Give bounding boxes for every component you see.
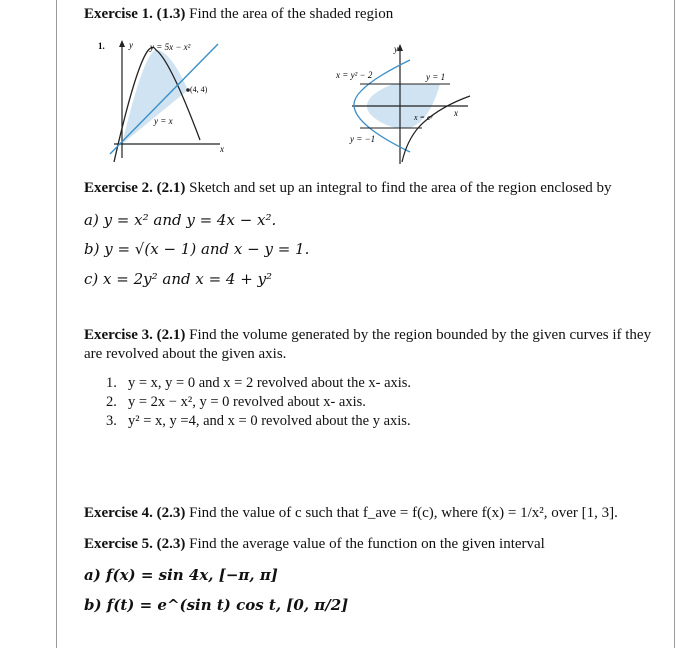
exercise-1-heading (84, 6, 393, 23)
exercise-3-item-1 (106, 375, 411, 392)
y-axis-arrow-1 (119, 40, 125, 47)
exercise-4-text: Find the value of c such that f_ave = f(c), where f(x) = 1/x², over [1, 3]. (189, 505, 618, 521)
x-axis-label-2: x (454, 108, 458, 118)
exercise-3-heading (84, 327, 651, 344)
right-border (674, 0, 675, 648)
left-border (56, 0, 57, 648)
exercise-2-label: Exercise 2. (2.1) (84, 180, 186, 196)
exercise-2-item-b: b) y = √(x − 1) and x − y = 1. (84, 240, 310, 258)
point-label: (4, 4) (190, 85, 208, 94)
figure-1 (92, 34, 242, 162)
exercise-5-text: Find the average value of the function on the given interval (189, 536, 545, 552)
exercise-5-label: Exercise 5. (2.3) (84, 536, 186, 552)
y-axis-label-2: y (394, 44, 398, 54)
exercise-4-label: Exercise 4. (2.3) (84, 505, 186, 521)
exercise-4-heading (84, 505, 618, 522)
exercise-3-item-2 (106, 394, 366, 411)
line-label-1: y = x (154, 116, 173, 126)
figure-2 (330, 40, 480, 168)
exercise-2-item-c: c) x = 2y² and x = 4 + y² (84, 270, 273, 288)
list-number: 1. (106, 375, 117, 391)
shaded-region-1 (122, 50, 188, 144)
exercise-3-text-line1: Find the volume generated by the region bounded by the given curves if they (189, 327, 652, 343)
list-number: 3. (106, 413, 117, 429)
y-axis-label-1: y (129, 40, 133, 50)
curve-label-2a: x = y² − 2 (336, 70, 373, 80)
exercise-5-item-b: b) f(t) = e^(sin t) cos t, [0, π/2] (84, 596, 349, 614)
exercise-5-heading (84, 536, 545, 553)
line-label-2b: y = −1 (350, 134, 376, 144)
exercise-3-label: Exercise 3. (2.1) (84, 327, 186, 343)
curve-label-2b: x = eʸ (414, 113, 433, 122)
list-number: 2. (106, 394, 117, 410)
exercise-2-text: Sketch and set up an integral to find the area of the region enclosed by (189, 180, 612, 196)
line-label-2a: y = 1 (426, 72, 446, 82)
exercise-3-text-line2: are revolved about the given axis. (84, 346, 287, 362)
exercise-1-label: Exercise 1. (1.3) (84, 6, 186, 22)
list-text: y = x, y = 0 and x = 2 revolved about the x- axis. (128, 375, 412, 391)
curve-label-1: y = 5x − x² (150, 42, 191, 52)
exercise-5-item-a: a) f(x) = sin 4x, [−π, π] (84, 566, 278, 584)
list-text: y² = x, y =4, and x = 0 revolved about the y axis. (128, 413, 411, 429)
figure-1-number: 1. (98, 41, 105, 51)
x-axis-label-1: x (220, 144, 224, 154)
exercise-3-item-3 (106, 413, 411, 430)
exercise-2-item-a: a) y = x² and y = 4x − x². (84, 211, 277, 229)
exercise-1-text: Find the area of the shaded region (189, 6, 394, 22)
exercise-2-heading (84, 180, 611, 197)
list-text: y = 2x − x², y = 0 revolved about x- axis. (128, 394, 366, 410)
